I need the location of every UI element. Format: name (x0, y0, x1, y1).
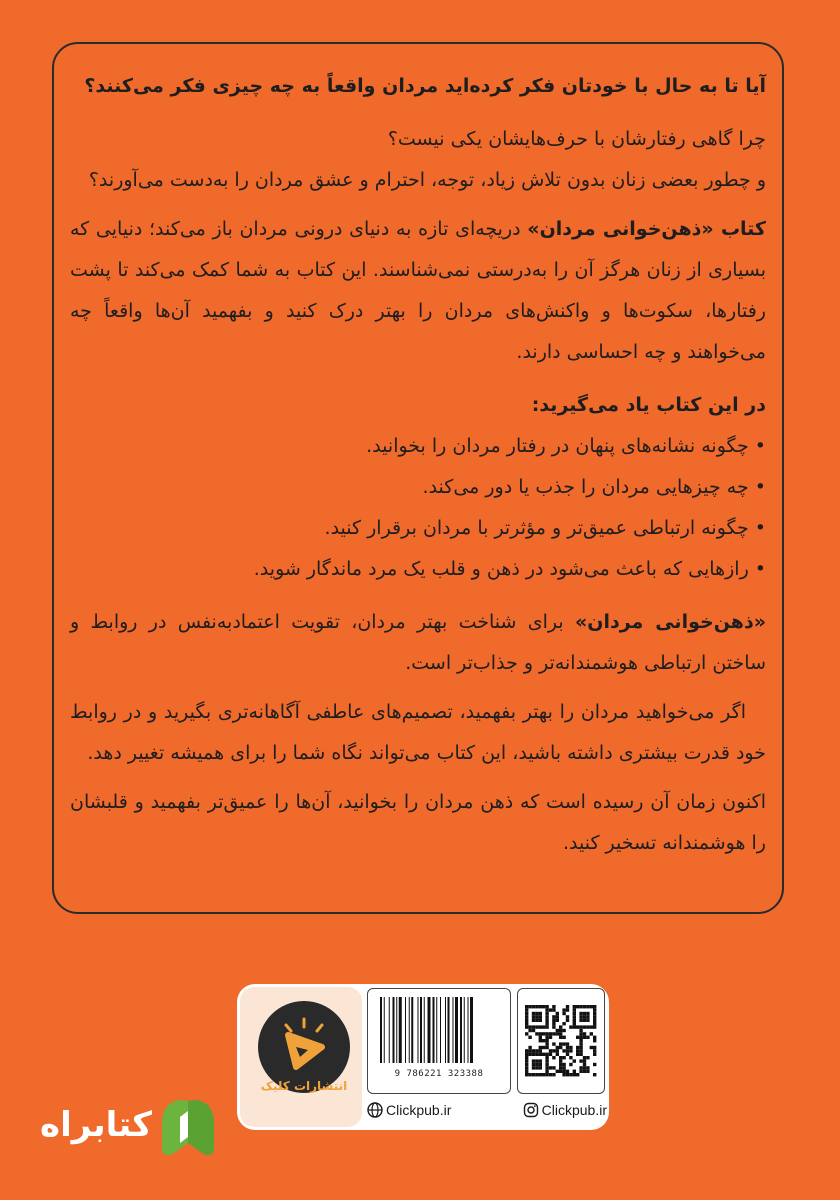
question-2: و چطور بعضی زنان بدون تلاش زیاد، توجه، احترام و عشق مردان را به‌دست می‌آورند؟ (88, 169, 766, 191)
isbn-number: 9 786221 323388 (394, 1069, 484, 1079)
globe-icon (367, 1102, 383, 1118)
learn-heading: در این کتاب یاد می‌گیرید: (531, 394, 766, 416)
question-1: چرا گاهی رفتارشان با حرف‌هایشان یکی نیست؟ (387, 128, 766, 150)
summary-body: برای شناخت بهتر مردان، تقویت اعتمادبه‌نفس در روابط و ساختن ارتباطی هوشمندانه‌تر و جذاب‌تر است. (70, 611, 766, 674)
back-cover-text (70, 66, 766, 864)
bullet-item: • چه چیزهایی مردان را جذب یا دور می‌کند. (422, 476, 766, 498)
ketabrah-name: کتابراه (40, 1105, 153, 1145)
publisher-links (367, 1098, 607, 1122)
barcode-icon (368, 989, 510, 1069)
website-link[interactable] (367, 1102, 451, 1118)
bullet-item: • چگونه نشانه‌های پنهان در رفتار مردان را بخوانید. (366, 435, 766, 457)
closing-paragraph: اکنون زمان آن رسیده است که ذهن مردان را بخوانید، آن‌ها را عمیق‌تر بفهمید و قلبشان را هوشمندانه تسخیر کنید. (70, 791, 766, 854)
ketabrah-book-icon (158, 1093, 218, 1159)
headline: آیا تا به حال با خودتان فکر کرده‌اید مردان واقعاً به چه چیزی فکر می‌کنند؟ (84, 75, 766, 97)
book-title-inline: کتاب «ذهن‌خوانی مردان» (527, 218, 766, 240)
qr-code-icon (518, 989, 604, 1093)
bullet-item: • چگونه ارتباطی عمیق‌تر و مؤثرتر با مردان برقرار کنید. (324, 517, 766, 539)
ketabrah-logo (40, 1093, 220, 1159)
barcode (367, 988, 511, 1094)
instagram-link[interactable] (523, 1102, 607, 1118)
qr-code (517, 988, 605, 1094)
benefit-paragraph: اگر می‌خواهید مردان را بهتر بفهمید، تصمیم‌های عاطفی آگاهانه‌تری بگیرید و در روابط خود قدرت بیشتری داشته باشید، این کتاب می‌تواند نگاه شما را برای همیشه تغییر دهد. (70, 701, 766, 764)
book-title-inline: «ذهن‌خوانی مردان» (574, 611, 766, 633)
publisher-name: انتشارات کلیک (260, 1079, 348, 1093)
publisher-card (237, 984, 609, 1130)
intro-paragraph (70, 209, 766, 373)
intro-body: دریچه‌ای تازه به دنیای درونی مردان باز می‌کند؛ دنیایی که بسیاری از زنان هرگز آن را به‌درستی نمی‌شناسند. این کتاب به شما کمک می‌کند تا پشت رفتارها، سکوت‌ها و واکنش‌های مردان را بهتر درک کنید و بفهمید آن‌ها واقعاً چه می‌خواهند و چه احساسی دارند. (70, 218, 766, 363)
summary-paragraph (70, 602, 766, 684)
bullet-item: • رازهایی که باعث می‌شود در ذهن و قلب یک مرد ماندگار شوید. (253, 558, 766, 580)
instagram-text: Clickpub.ir (541, 1102, 607, 1118)
website-text: Clickpub.ir (386, 1102, 452, 1118)
publisher-logo (240, 987, 362, 1127)
instagram-icon (523, 1102, 539, 1118)
